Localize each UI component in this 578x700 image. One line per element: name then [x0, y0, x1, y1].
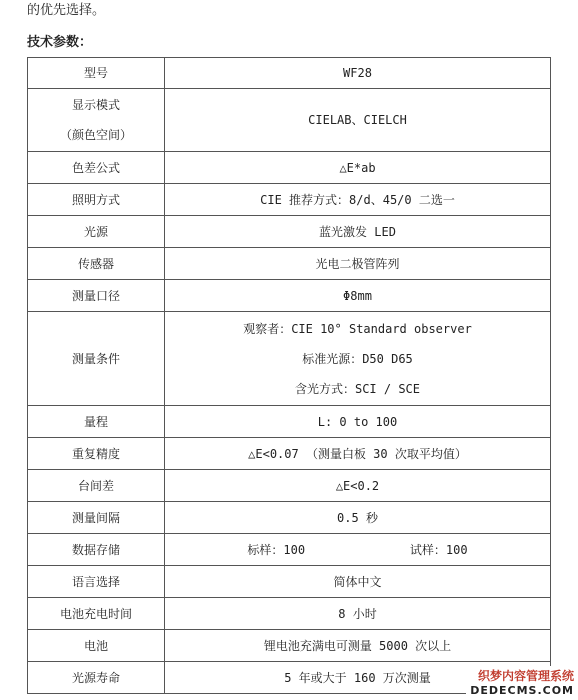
sample-storage: 试样：100 — [409, 542, 468, 557]
row-value: WF28 — [165, 58, 551, 89]
storage-pair — [165, 541, 550, 559]
row-value — [165, 312, 551, 406]
table-row — [28, 438, 551, 470]
row-label: 重复精度 — [28, 438, 165, 470]
row-label: 型号 — [28, 58, 165, 89]
watermark-title: 织梦内容管理系统 — [477, 669, 574, 683]
row-label: 色差公式 — [28, 152, 165, 184]
table-row — [28, 280, 551, 312]
standard-storage: 标样：100 — [247, 542, 306, 557]
table-row — [28, 534, 551, 566]
row-value: △E<0.2 — [165, 470, 551, 502]
row-label: 量程 — [28, 406, 165, 438]
row-label: 语言选择 — [28, 566, 165, 598]
row-value-line: 标准光源：D50 D65 — [302, 351, 413, 366]
intro-text: 的优先选择。 — [27, 3, 106, 18]
row-label: 测量口径 — [28, 280, 165, 312]
table-row — [28, 89, 551, 152]
row-label: 传感器 — [28, 248, 165, 280]
row-label-line: （颜色空间） — [59, 128, 132, 142]
row-value: 5 年或大于 160 万次测量 — [165, 662, 551, 694]
table-row — [28, 598, 551, 630]
row-value: △E*ab — [165, 152, 551, 184]
section-title: 技术参数： — [27, 35, 93, 50]
row-label: 照明方式 — [28, 184, 165, 216]
row-label: 数据存储 — [28, 534, 165, 566]
row-label — [28, 89, 165, 152]
row-label: 电池 — [28, 630, 165, 662]
row-value: 锂电池充满电可测量 5000 次以上 — [165, 630, 551, 662]
row-value — [165, 534, 551, 566]
row-value: L: 0 to 100 — [165, 406, 551, 438]
row-label: 测量条件 — [28, 312, 165, 406]
row-value: Φ8mm — [165, 280, 551, 312]
spec-table — [27, 57, 551, 694]
row-value: CIELAB、CIELCH — [165, 89, 551, 152]
table-row — [28, 406, 551, 438]
row-value: CIE 推荐方式：8/d、45/0 二选一 — [165, 184, 551, 216]
table-row — [28, 216, 551, 248]
row-label-line: 显示模式 — [71, 98, 120, 112]
row-label: 光源寿命 — [28, 662, 165, 694]
row-value: 简体中文 — [165, 566, 551, 598]
row-label: 光源 — [28, 216, 165, 248]
table-row — [28, 152, 551, 184]
row-label: 测量间隔 — [28, 502, 165, 534]
table-row — [28, 566, 551, 598]
row-value: 光电二极管阵列 — [165, 248, 551, 280]
row-value: △E<0.07 （测量白板 30 次取平均值） — [165, 438, 551, 470]
table-row — [28, 312, 551, 406]
table-row — [28, 502, 551, 534]
watermark-logo — [466, 666, 578, 700]
table-row — [28, 248, 551, 280]
row-value-line: 观察者：CIE 10° Standard observer — [243, 321, 472, 336]
row-value: 0.5 秒 — [165, 502, 551, 534]
row-value-line: 含光方式：SCI / SCE — [294, 381, 421, 396]
row-label: 电池充电时间 — [28, 598, 165, 630]
table-row — [28, 184, 551, 216]
table-row — [28, 630, 551, 662]
table-row — [28, 470, 551, 502]
watermark-domain: DEDECMS.COM — [470, 684, 574, 697]
row-value: 8 小时 — [165, 598, 551, 630]
row-label: 台间差 — [28, 470, 165, 502]
row-value: 蓝光激发 LED — [165, 216, 551, 248]
table-row — [28, 58, 551, 89]
